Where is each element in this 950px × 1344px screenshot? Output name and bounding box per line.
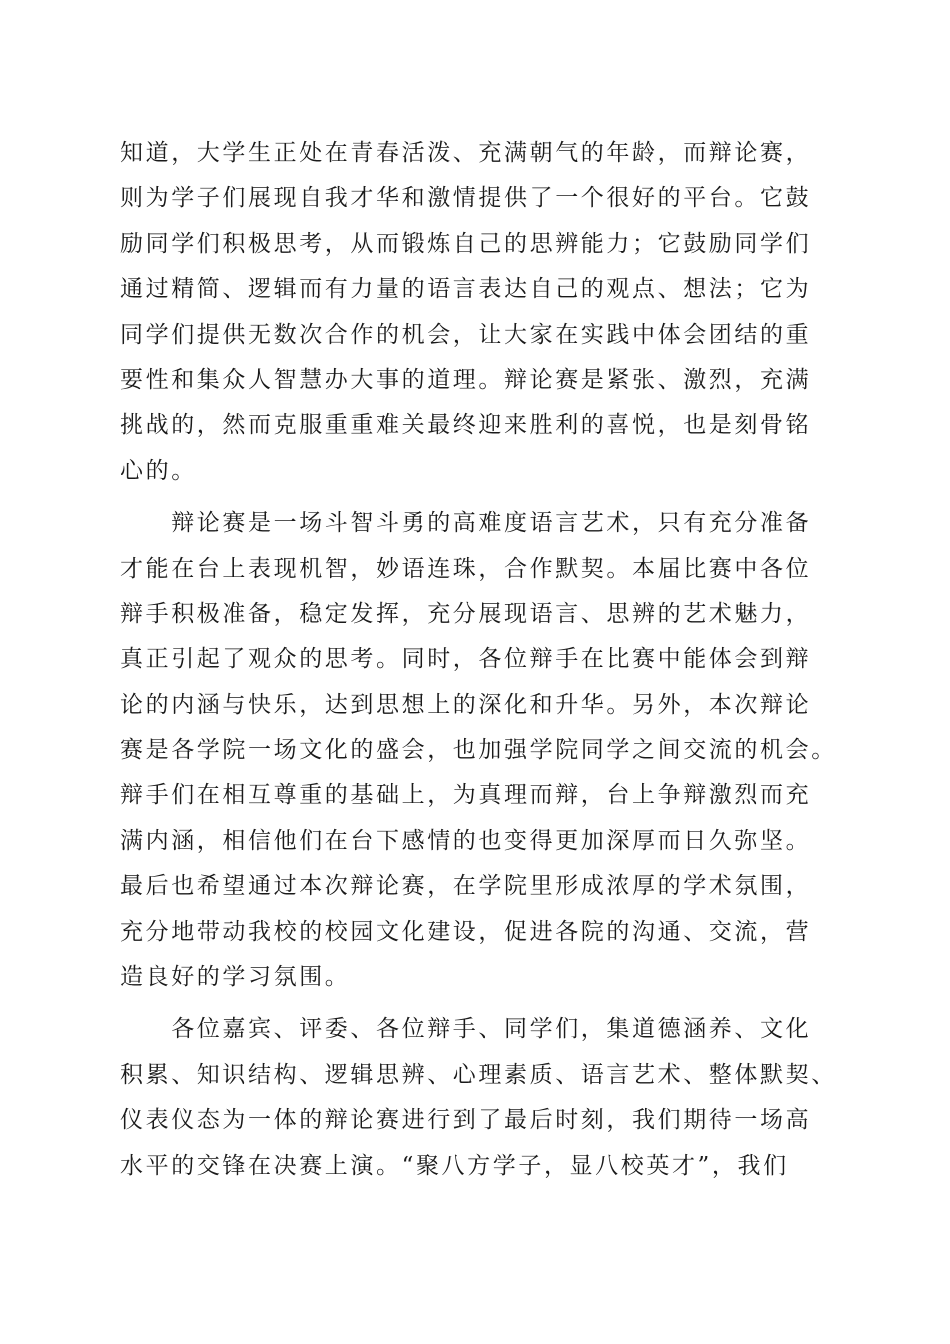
paragraph-3 [120, 1007, 840, 1189]
text-line: 水平的交锋在决赛上演。“聚八方学子，显八校英才”，我们 [120, 1152, 789, 1179]
text-line: 则为学子们展现自我才华和激情提供了一个很好的平台。它鼓 [120, 185, 812, 212]
text-line: 满内涵，相信他们在台下感情的也变得更加深厚而日久弥坚。 [120, 827, 812, 854]
text-line: 励同学们积极思考，从而锻炼自己的思辨能力；它鼓励同学们 [120, 230, 812, 257]
text-line: 辩论赛是一场斗智斗勇的高难度语言艺术，只有充分准备 [120, 510, 812, 537]
paragraph-2 [120, 501, 840, 1000]
text-line: 知道，大学生正处在青春活泼、充满朝气的年龄，而辩论赛， [120, 140, 812, 166]
text-line: 真正引起了观众的思考。同时，各位辩手在比赛中能体会到辩 [120, 646, 812, 673]
text-line: 心的。 [120, 457, 197, 484]
document-body [120, 131, 840, 1189]
text-line: 各位嘉宾、评委、各位辩手、同学们，集道德涵养、文化 [120, 1016, 812, 1043]
paragraph-1 [120, 131, 840, 494]
text-line: 辩手积极准备，稳定发挥，充分展现语言、思辨的艺术魅力， [120, 600, 812, 627]
text-line: 论的内涵与快乐，达到思想上的深化和升华。另外，本次辩论 [120, 691, 812, 718]
text-line: 积累、知识结构、逻辑思辨、心理素质、语言艺术、整体默契、 [120, 1061, 837, 1088]
text-line: 最后也希望通过本次辩论赛，在学院里形成浓厚的学术氛围， [120, 873, 812, 900]
text-line: 通过精简、逻辑而有力量的语言表达自己的观点、想法；它为 [120, 276, 812, 303]
text-line: 要性和集众人智慧办大事的道理。辩论赛是紧张、激烈，充满 [120, 366, 812, 393]
text-line: 造良好的学习氛围。 [120, 964, 351, 991]
text-line: 辩手们在相互尊重的基础上，为真理而辩，台上争辩激烈而充 [120, 782, 812, 809]
text-line: 充分地带动我校的校园文化建设，促进各院的沟通、交流，营 [120, 918, 812, 945]
text-line: 才能在台上表现机智，妙语连珠，合作默契。本届比赛中各位 [120, 555, 812, 582]
paragraph-spacer [120, 494, 840, 501]
text-line: 赛是各学院一场文化的盛会，也加强学院同学之间交流的机会。 [120, 737, 837, 764]
paragraph-spacer [120, 1000, 840, 1007]
text-line: 同学们提供无数次合作的机会，让大家在实践中体会团结的重 [120, 321, 812, 348]
text-line: 挑战的，然而克服重重难关最终迎来胜利的喜悦，也是刻骨铭 [120, 412, 812, 439]
text-line: 仪表仪态为一体的辩论赛进行到了最后时刻，我们期待一场高 [120, 1107, 812, 1134]
